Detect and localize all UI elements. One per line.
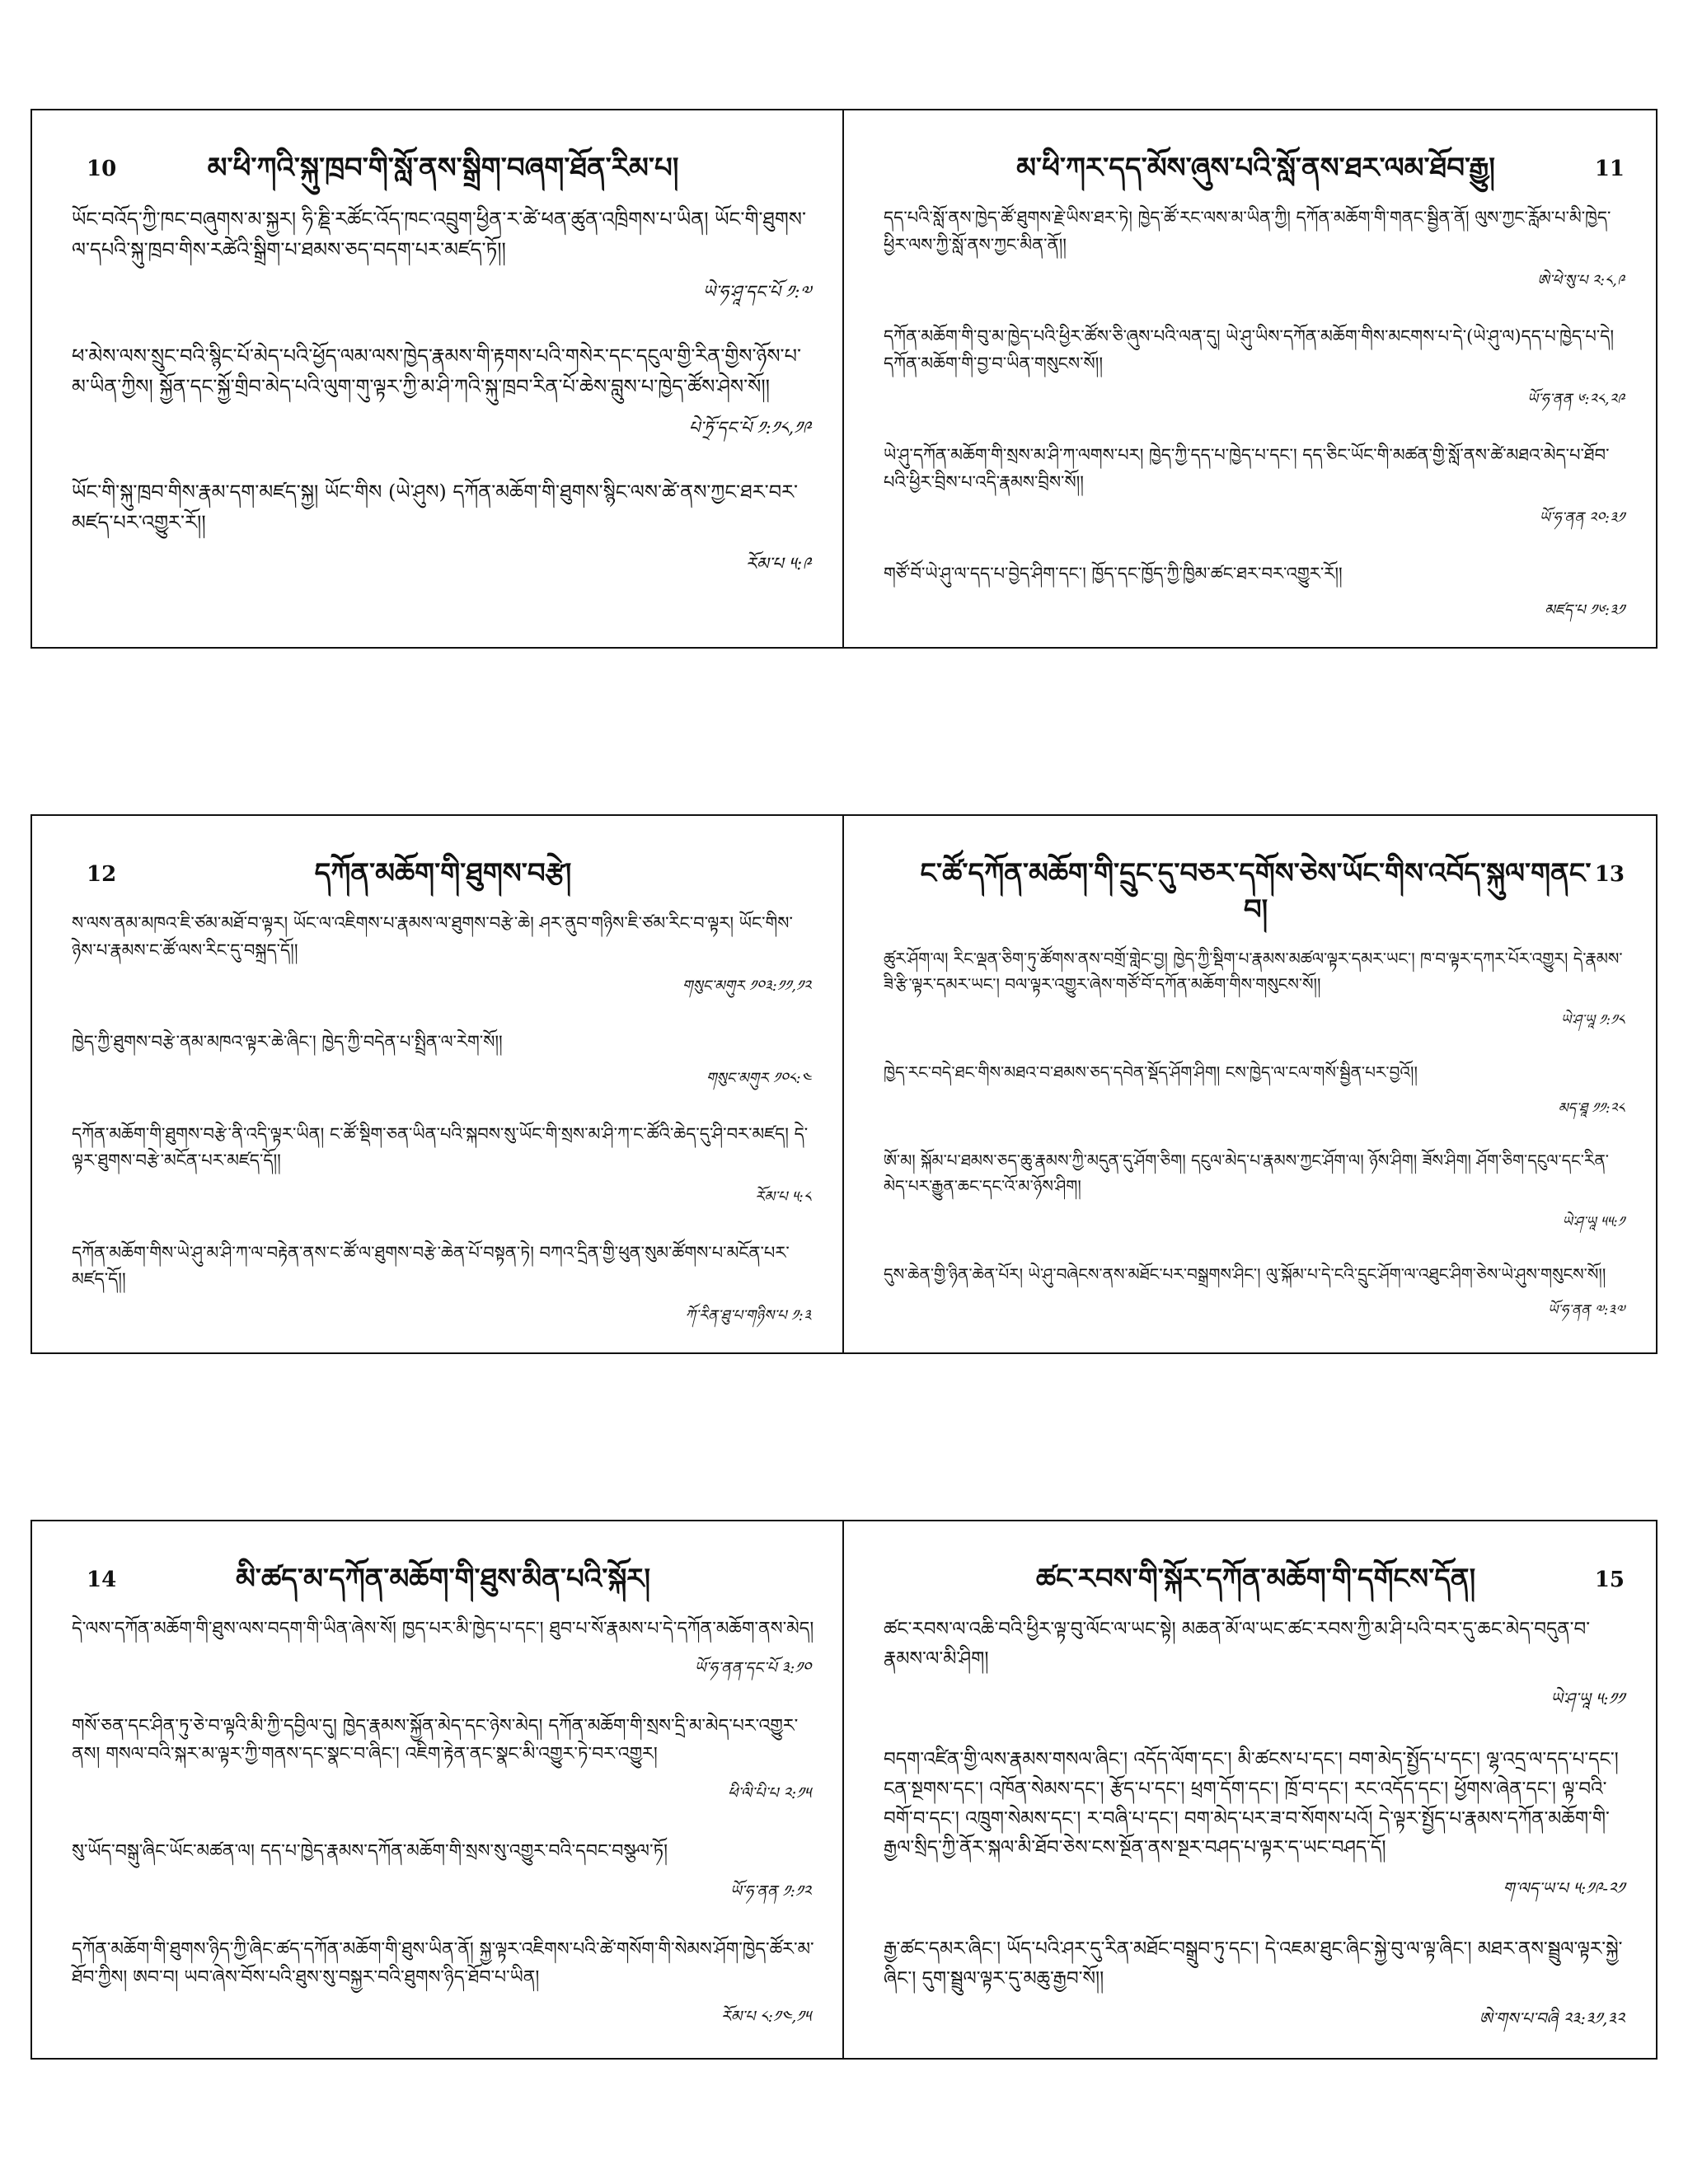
page-12: [32, 816, 844, 1352]
passage-reference: རོམ་པ ༨:༡༤,༡༥: [720, 2007, 811, 2026]
passage-text: གསོ་ཅན་དང་ཤིན་ཏུ་ཅེ་བ་ལྟའི་མི་ཀྱི་དབྱིལ་དུ། ཁྱེད་རྣམས་སྐྱོན་མེད་དང་ཉེས་མེད། དཀོན་མཆོག་གི་སྲས་དྲི་མ་མེད་པར་འགྱུར་ནས། གསལ་བའི་སྐར་མ་ལྟར་ཀྱི་གནས་དང་སྣང་བ་ཞིང་། འཇིག་རྟེན་ནང་སྣང་མི་འགྱུར་ཏེ་བར་འགྱུར།: [72, 1716, 799, 1765]
page-number: 10: [87, 157, 117, 181]
passage-text: ཚུར་ཤོག་ལ། རིང་ལྡན་ཅིག་ཏུ་ཚོགས་ནས་བགྲོ་གླེང་བྱ། ཁྱེད་ཀྱི་སྡིག་པ་རྣམས་མཚལ་ལྟར་དམར་ཡང་། ཁ་བ་ལྟར་དཀར་པོར་འགྱུར། དེ་རྣམས་ཟི་རྩི་ལྟར་དམར་ཡང་། བལ་ལྟར་འགྱུར་ཞེས་གཙོ་བོ་དཀོན་མཆོག་གིས་གསུངས་སོ།།: [884, 949, 1623, 995]
passage-text: ཡེ་ཤུ་དཀོན་མཆོག་གི་སྲས་མ་ཤི་ཀ་ལགས་པར། ཁྱེད་ཀྱི་དད་པ་ཁྱེད་པ་དང་། དད་ཅིང་ཡོང་གི་མཚན་གྱི་སློ་ནས་ཚེ་མཐའ་མེད་པ་ཐོབ་པའི་ཕྱིར་བྲིས་པ་འདི་རྣམས་བྲིས་སོ།།: [884, 445, 1610, 492]
passage-text: ཕ་མེས་ལས་སྲུང་བའི་སྙིང་པོ་མེད་པའི་ཕྱོད་ལམ་ལས་ཁྱེད་རྣམས་གི་རྟགས་པའི་གསེར་དང་དངུལ་གྱི་རིན་གྱིས་ཉོས་པ་མ་ཡིན་ཀྱིས། སྐྱོན་དང་སྐྱོ་གྲིབ་མེད་པའི་ལུག་གུ་ལྟར་ཀྱི་མ་ཤི་ཀའི་སྐུ་ཁྲབ་རིན་པོ་ཆེས་བླུས་པ་ཁྱེད་ཚོས་ཤེས་སོ།།: [72, 344, 801, 398]
page-number: 14: [87, 1568, 117, 1592]
page-15: [844, 1521, 1656, 2058]
passage-reference: ཡོ་ཧ་ནན་དང་པོ ༣:༡༠: [694, 1659, 811, 1678]
passage-reference: ཡེ་ཤ་ཡཱ ༥༥:༡: [1562, 1214, 1625, 1231]
passage-text: དཀོན་མཆོག་གི་བུ་མ་ཁྱེད་པའི་ཕྱིར་ཚོས་ཅི་ཞུས་པའི་ལན་དུ། ཡེ་ཤུ་ཡིས་དཀོན་མཆོག་གིས་མངགས་པ་དེ་(ཡེ་ཤུ་ལ)དད་པ་ཁྱེད་པ་དེ། དཀོན་མཆོག་གི་བྱ་བ་ཡིན་གསུངས་སོ།།: [884, 326, 1615, 373]
passage-reference: ཡོ་ཧ་ནན ༢༠:༣༡: [1539, 509, 1625, 527]
passage-reference: གསུང་མགུར ༡༠༨:༤: [706, 1069, 811, 1087]
passage-text: དཀོན་མཆོག་གིས་ཡེ་ཤུ་མ་ཤི་ཀ་ལ་བརྟེན་ནས་ང་ཚོ་ལ་ཐུགས་བརྩེ་ཆེན་པོ་བསྟན་ཏེ། བཀའ་དྲིན་གྱི་ཕུན་སུམ་ཚོགས་པ་མངོན་པར་མཛད་དོ།།: [72, 1242, 790, 1290]
passage-reference: རོམ་པ ༥:༨: [754, 1188, 811, 1206]
passage-reference: ཡོ་ཧ་ནན ༦:༢༨,༢༩: [1526, 391, 1625, 409]
passage-reference: ཨེ་གས་པ་བཞི ༢༣:༣༡,༣༢: [1479, 2008, 1625, 2029]
page-number: 11: [1594, 157, 1625, 181]
passage-reference: མཛད་པ ༡༦:༣༡: [1544, 602, 1625, 620]
passage-reference: ཡེ་ཤ་ཡཱ ༥:༡༡: [1550, 1689, 1625, 1709]
page-title: མ་ཕི་ཀའི་སྐུ་ཁྲབ་གི་སློ་ནས་སྒྲིག་བཞག་ཐོན་རིམ་པ།: [207, 152, 679, 185]
passage-reference: ཡོ་ཧ་ནན ༧:༣༧: [1547, 1302, 1625, 1319]
passage-reference: ཀོ་རིན་ཐུ་པ་གཉིས་པ ༡:༣: [685, 1307, 811, 1325]
page-title: ཚང་རབས་གི་སྐོར་དཀོན་མཆོག་གི་དགོངས་དོན།: [1035, 1563, 1476, 1596]
passage-reference: གསུང་མགུར ༡༠༣:༡༡,༡༢: [682, 977, 811, 996]
spread-3: [30, 1520, 1658, 2060]
passage-reference: ཡེ་ཧ་ཤཱ་དང་པོ ༡:༧: [702, 281, 811, 302]
passage-reference: པེ་ཏྲོ་དང་པོ ༡:༡༨,༡༩: [688, 417, 811, 438]
page-10: [32, 110, 844, 647]
passage-text: བདག་འཛིན་གྱི་ལས་རྣམས་གསལ་ཞིང་། འདོད་ལོག་དང་། མི་ཚངས་པ་དང་། བག་མེད་སྤྱོད་པ་དང་། ལྷ་འདྲ་ལ་དད་པ་དང་། ངན་སྔགས་དང་། འཁོན་སེམས་དང་། རྩོད་པ་དང་། ཕྲག་དོག་དང་། ཁྲོ་བ་དང་། རང་འདོད་དང་། ཕྱོགས་ཞེན་དང་། ལྟ་བའི་བགོ་བ་དང་། འཁྲུག་སེམས་དང་། ར་བཞི་པ་དང་། བག་མེད་པར་ཟ་བ་སོགས་པའོ། དེ་ལྟར་སྤྱོད་པ་རྣམས་དཀོན་མཆོག་གི་རྒྱལ་སྲིད་ཀྱི་ནོར་སྐལ་མི་ཐོབ་ཅེས་ངས་སྔོན་ནས་སྔར་བཤད་པ་ལྟར་ད་ཡང་བཤད་དོ།: [884, 1749, 1619, 1859]
passage-text: དཀོན་མཆོག་གི་ཐུགས་བརྩེ་ནི་འདི་ལྟར་ཡིན། ང་ཚོ་སྡིག་ཅན་ཡིན་པའི་སྐབས་སུ་ཡོང་གི་སྲས་མ་ཤི་ཀ་ང་ཚོའི་ཆེད་དུ་ཤི་བར་མཛད། དེ་ལྟར་ཐུགས་བརྩེ་མངོན་པར་མཛད་དོ།།: [72, 1123, 809, 1171]
page-14: [32, 1521, 844, 2058]
passage-text: དེ་ལས་དཀོན་མཆོག་གི་ཐུས་ལས་བདག་གི་ཡིན་ཞེས་སོ། ཁྱད་པར་མི་ཁྱེད་པ་དང་། ཐུབ་པ་སོ་རྣམས་པ་དེ་དཀོན་མཆོག་ནས་མེད།: [72, 1619, 814, 1640]
passage-text: རྒྱ་ཚང་དམར་ཞིང་། ཡོད་པའི་ཤར་དུ་རིན་མཐོང་བསྒྲུབ་ཏུ་དང་། དེ་འཇམ་ཐུང་ཞིང་སྐྱེ་བུ་ལ་ལྟ་ཞིང་། མཐར་ནས་སྦྲུལ་ལྟར་སྐྱེ་ཞིང་། དུག་སྦྲུལ་ལྟར་དུ་མཆུ་རྒྱབ་སོ།།: [884, 1938, 1623, 1990]
passage-reference: མད་ཐཱ ༡༡:༢༨: [1558, 1100, 1625, 1118]
passage-reference: ཡེ་ཤ་ཡཱ ༡:༡༨: [1560, 1012, 1625, 1029]
page-number: 13: [1594, 862, 1625, 887]
spread-1: [30, 109, 1658, 649]
passage-text: ཁྱེད་ཀྱི་ཐུགས་བརྩེ་ནམ་མཁའ་ལྟར་ཆེ་ཞིང་། ཁྱེད་ཀྱི་བདེན་པ་སྤྲིན་ལ་རེག་སོ།།: [72, 1032, 503, 1052]
page-title: ང་ཚོ་དཀོན་མཆོག་གི་དྲུང་དུ་བཅར་དགོས་ཅེས་ཡོང་གིས་འབོད་སྐུལ་གནང་བ།: [920, 857, 1592, 927]
passage-text: ཁྱེད་རང་བདེ་ཐང་གིས་མཐའ་བ་ཐམས་ཅད་དབེན་སྡོད་ཤོག་ཤིག། ངས་ཁྱེད་ལ་ངལ་གསོ་སྦྱིན་པར་བྱའོ།།: [884, 1062, 1418, 1083]
page-number: 15: [1594, 1568, 1625, 1592]
passage-reference: ཕི་ལི་པི་པ ༢:༡༥: [727, 1784, 811, 1803]
passage-text: དུས་ཆེན་གྱི་ཉིན་ཆེན་པོར། ཡེ་ཤུ་བཞེངས་ནས་མཐོང་པར་བསྒྲགས་ཤིང་། ལུ་སྐོམ་པ་དེ་ངའི་དྲུང་ཤོག་ལ་འཐུང་ཤིག་ཅེས་ཡེ་ཤུས་གསུངས་སོ།།: [884, 1264, 1606, 1285]
passage-text: སུ་ཡོད་བསྒུ་ཞིང་ཡོང་མཚན་ལ། དད་པ་ཁྱེད་རྣམས་དཀོན་མཆོག་གི་སྲས་སུ་འགྱུར་བའི་དབང་བསྩལ་ཏོ།: [72, 1841, 668, 1863]
passage-text: ས་ལས་ནམ་མཁའ་ཇི་ཙམ་མཐོ་བ་ལྟར། ཡོང་ལ་འཇིགས་པ་རྣམས་ལ་ཐུགས་བརྩེ་ཆེ། ཤར་ནུབ་གཉིས་ཇི་ཙམ་རིང་བ་ལྟར། ཡོང་གིས་ཉེས་པ་རྣམས་ང་ཚོ་ལས་རིང་དུ་བསྐྲད་དོ།།: [72, 913, 793, 960]
passage-text: ཡོང་བའོད་ཀྱི་ཁང་བཞུགས་མ་སྐྱར། ཧི་ཎྡི་རཚོང་འོད་ཁང་འབྲུག་ཕྱིན་ར་ཚེ་ཕན་ཚུན་འཁྲིགས་པ་ཡིན། ཡོང་གི་ཐུགས་ལ་དཔའི་སྐུ་ཁྲབ་གིས་རཚེའི་སྒྲིག་པ་ཐམས་ཅད་བདག་པར་མཛད་ཏོ།།: [72, 208, 807, 262]
page-11: [844, 110, 1656, 647]
passage-text: ཡོང་གི་སྐུ་ཁྲབ་གིས་རྣམ་དག་མཛད་སྐྱ། ཡོང་གིས (ཡེ་ཤུས) དཀོན་མཆོག་གི་ཐུགས་སྙིང་ལས་ཚེ་ནས་ཀྱང་ཐར་བར་མཛད་པར་འགྱུར་རོ།།: [72, 480, 799, 535]
passage-text: གཙོ་བོ་ཡེ་ཤུ་ལ་དད་པ་བྱེད་ཤིག་དང་། ཁྱོད་དང་ཁྱོད་ཀྱི་ཁྱིམ་ཚང་ཐར་བར་འགྱུར་རོ།།: [884, 564, 1343, 584]
page-title: དཀོན་མཆོག་གི་ཐུགས་བརྩེ།: [314, 857, 572, 890]
passage-text: ཨོ་མ། སྐོམ་པ་ཐམས་ཅད་ཆུ་རྣམས་ཀྱི་མདུན་དུ་ཤོག་ཅིག། དངུལ་མེད་པ་རྣམས་ཀྱང་ཤོག་ལ། ཉོས་ཤིག། ཟོས་ཤིག། ཤོག་ཅིག་དངུལ་དང་རིན་མེད་པར་རྒྱུན་ཆང་དང་འོ་མ་ཉོས་ཤིག།: [884, 1151, 1610, 1197]
passage-reference: ག་ལད་ཡ་པ ༥:༡༩-༢༡: [1503, 1878, 1625, 1899]
page-title: མ་ཕི་ཀར་དད་མོས་ཞུས་པའི་སློ་ནས་ཐར་ལམ་ཐོབ་རྒྱུ།: [1016, 152, 1495, 185]
page-title: མི་ཚད་མ་དཀོན་མཆོག་གི་ཐུས་མིན་པའི་སྐོར།: [235, 1563, 651, 1596]
passage-text: དད་པའི་སློ་ནས་ཁྱེད་ཚོ་ཐུགས་རྗེ་ཡིས་ཐར་ཏེ། ཁྱེད་ཚོ་རང་ལས་མ་ཡིན་ཀྱི། དཀོན་མཆོག་གི་གནང་སྦྱིན་ནོ། ལུས་ཀྱང་རློམ་པ་མི་ཁྱེད་ཕྱིར་ལས་ཀྱི་སློ་ནས་ཀྱང་མིན་ནོ།།: [884, 208, 1611, 255]
passage-reference: ཡོ་ཧ་ནན ༡:༡༢: [729, 1882, 811, 1900]
passage-reference: རོམ་པ ༥:༩: [745, 554, 811, 574]
passage-text: དཀོན་མཆོག་གི་ཐུགས་ཉིད་ཀྱི་ཞིང་ཚད་དཀོན་མཆོག་གི་ཐུས་ཡིན་ནོ། སྐྱ་ལྟར་འཇིགས་པའི་ཚེ་གསོག་གི་སེམས་ཤོག་ཁྱེད་ཚོར་མ་ཐོབ་ཀྱིས། ཨབ་བ། ཡབ་ཞེས་བོས་པའི་ཐུས་སུ་བསྐྱར་བའི་ཐུགས་ཉིད་ཐོབ་པ་ཡིན།: [72, 1938, 814, 1988]
passage-reference: ཨེ་ཕེ་སུ་པ ༢:༨,༩: [1536, 272, 1625, 290]
page-13: [844, 816, 1656, 1352]
spread-2: [30, 814, 1658, 1354]
passage-text: ཚང་རབས་ལ་འཆི་བའི་ཕྱིར་ལྟ་བུ་ལོང་ལ་ཡང་སྟེ། མཆན་མོ་ལ་ཡང་ཚང་རབས་ཀྱི་མ་ཤི་པའི་བར་དུ་ཆང་མེད་བདུན་བ་རྣམས་ལ་མི་ཤིག།: [884, 1619, 1591, 1670]
page-number: 12: [87, 862, 117, 887]
